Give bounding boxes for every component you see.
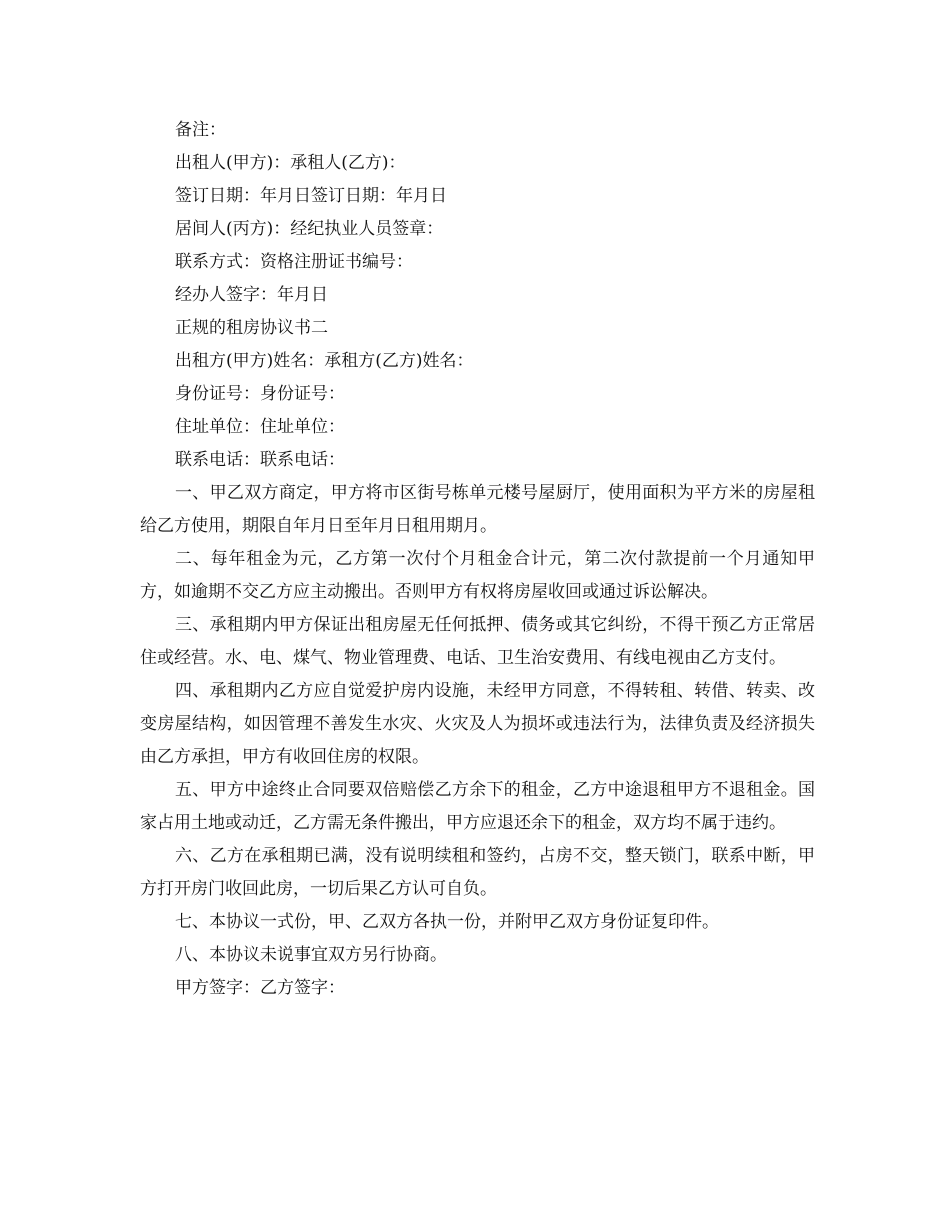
intermediary-line: 居间人(丙方)：经纪执业人员签章：: [175, 219, 444, 239]
handler-signature-line: 经办人签字：年月日: [175, 285, 328, 305]
address-line: 住址单位：住址单位：: [175, 417, 345, 437]
document-page: [140, 114, 815, 1005]
id-number-line: 身份证号：身份证号：: [175, 384, 345, 404]
clause-2: 二、每年租金为元，乙方第一次付个月租金合计元，第二次付款提前一个月通知甲方，如逾期不交乙方应主动搬出。否则甲方有权将房屋收回或通过诉讼解决。: [140, 549, 815, 602]
clause-8: 八、本协议未说事宜双方另行协商。: [175, 945, 447, 965]
clause-3: 三、承租期内甲方保证出租房屋无任何抵押、债务或其它纠纷，不得干预乙方正常居住或经营。水、电、煤气、物业管理费、电话、卫生治安费用、有线电视由乙方支付。: [140, 615, 815, 668]
section-title: 正规的租房协议书二: [175, 318, 328, 338]
clause-4: 四、承租期内乙方应自觉爱护房内设施，未经甲方同意，不得转租、转借、转卖、改变房屋结构，如因管理不善发生水灾、火灾及人为损坏或违法行为，法律负责及经济损失由乙方承担，甲方有收回住房的权限。: [140, 681, 815, 767]
phone-line: 联系电话：联系电话：: [175, 450, 345, 470]
clause-1: 一、甲乙双方商定，甲方将市区街号栋单元楼号屋厨厅，使用面积为平方米的房屋租给乙方使用，期限自年月日至年月日租用期月。: [140, 483, 815, 536]
clause-7: 七、本协议一式份，甲、乙双方各执一份，并附甲乙双方身份证复印件。: [175, 912, 719, 932]
lessor-lessee-line: 出租人(甲方)：承租人(乙方)：: [175, 153, 406, 173]
remarks-line: 备注：: [175, 120, 226, 140]
contact-method-line: 联系方式：资格注册证书编号：: [175, 252, 413, 272]
party-signatures-line: 甲方签字：乙方签字：: [175, 978, 345, 998]
clause-6: 六、乙方在承租期已满，没有说明续租和签约，占房不交，整天锁门，联系中断，甲方打开房门收回此房，一切后果乙方认可自负。: [140, 846, 815, 899]
clause-5: 五、甲方中途终止合同要双倍赔偿乙方余下的租金，乙方中途退租甲方不退租金。国家占用土地或动迁，乙方需无条件搬出，甲方应退还余下的租金，双方均不属于违约。: [140, 780, 815, 833]
signing-date-line: 签订日期：年月日签订日期：年月日: [175, 186, 447, 206]
party-names-line: 出租方(甲方)姓名：承租方(乙方)姓名：: [175, 351, 474, 371]
